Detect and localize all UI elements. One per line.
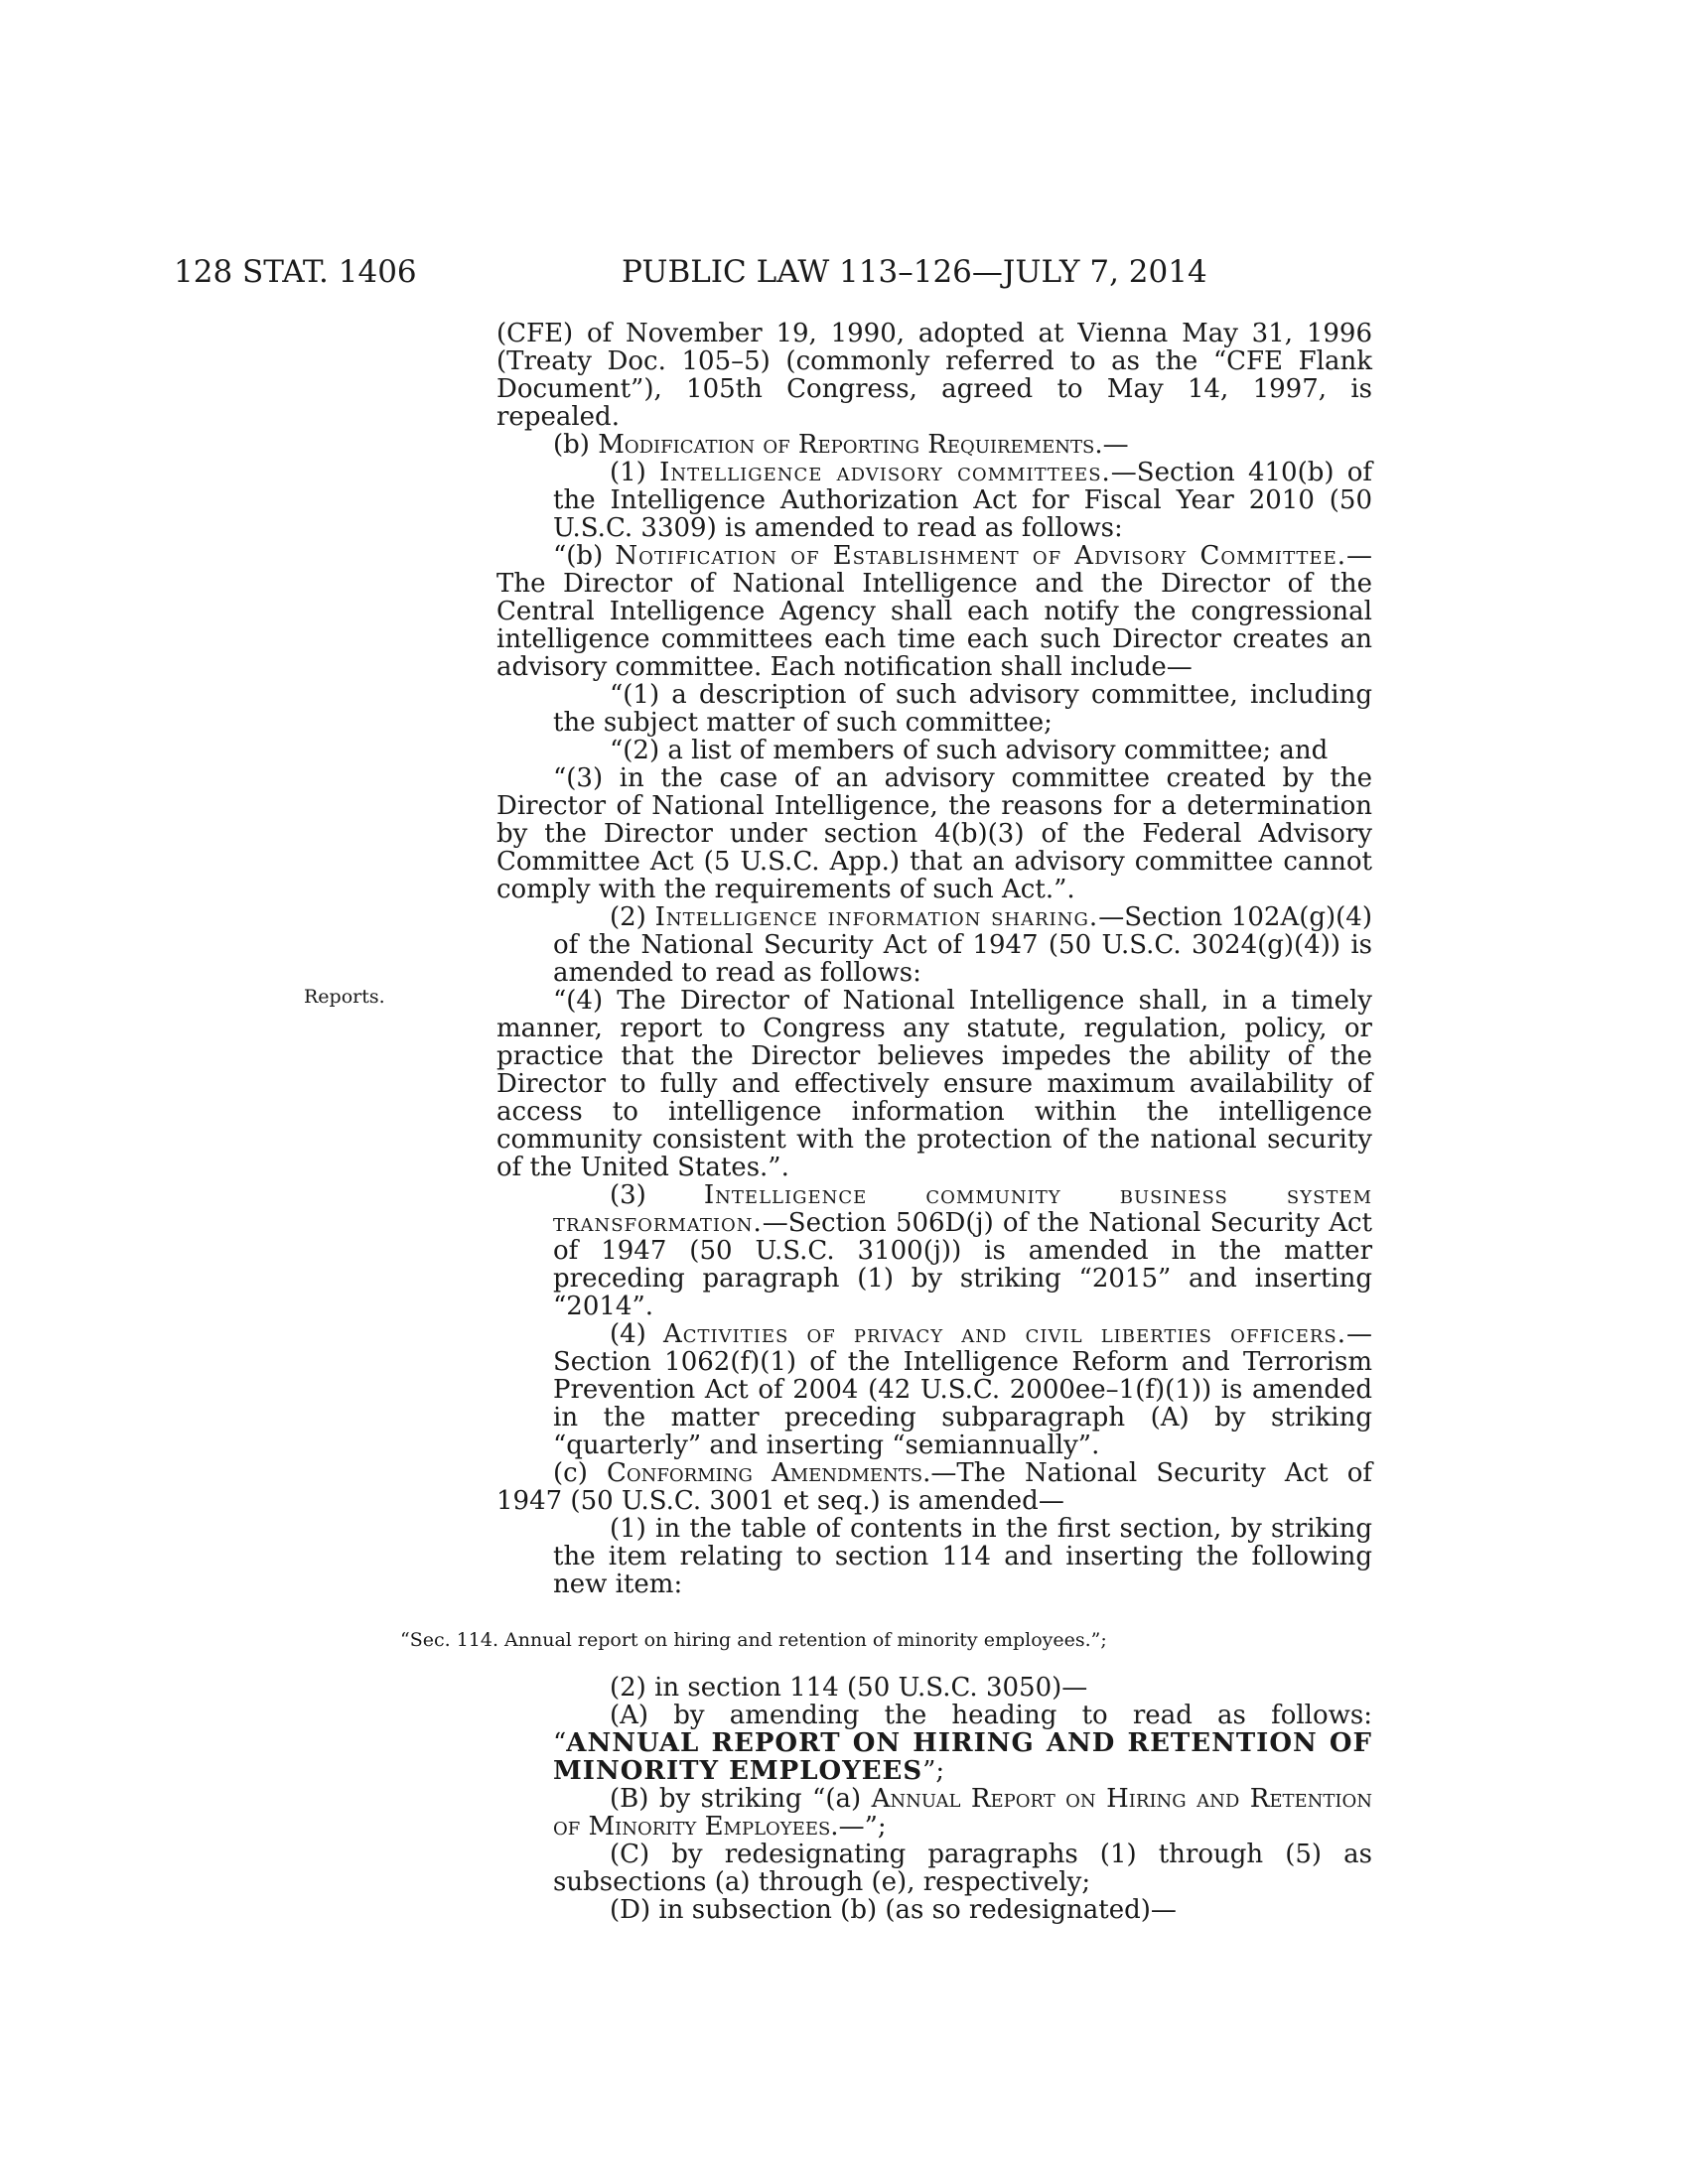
quoted-subsection-b [496, 542, 1372, 681]
subparagraph-cA [496, 1702, 1372, 1785]
paragraph-b2-prefix: (2) [610, 902, 655, 932]
quoted-b-text: —The Director of National Intelligence and the Director of the Central Intelligence Agency shall each notify the congressional intelligence committees each time each such Director creates an advisory committee. Each notification shall include— [496, 541, 1372, 682]
margin-note-reports: Reports. [304, 986, 385, 1008]
quoted-b-heading: Notification of Establishment of Advisory Committee. [615, 541, 1346, 571]
subparagraph-cB-suffix: —”; [838, 1812, 887, 1842]
quoted-item-2: “(2) a list of members of such advisory committee; and [610, 736, 1329, 765]
subsection-b-dash: — [1102, 430, 1129, 460]
paragraph-b3-text: —Section 506D(j) of the National Security Act of 1947 (50 U.S.C. 3100(j)) is amended in the matter preceding paragraph (1) by striking “2015” and inserting “2014”. [553, 1208, 1372, 1321]
paragraph-b4-text: —Section 1062(f)(1) of the Intelligence Reform and Terrorism Prevention Act of 2004 (42 U.S.C. 2000ee–1(f)(1)) is amended in the matter preceding subparagraph (A) by striking “quarterly” and inserting “semiannually”. [553, 1319, 1373, 1460]
subparagraph-cB [496, 1785, 1372, 1841]
paragraph-c1: (1) in the table of contents in the first section, by striking the item relating to section 114 and inserting the following new item: [553, 1514, 1372, 1599]
paragraph-b2-text: —Section 102A(g)(4) of the National Security Act of 1947 (50 U.S.C. 3024(g)(4)) is amended to read as follows: [553, 902, 1372, 988]
subparagraph-cB-prefix: (B) by striking “(a) [610, 1784, 872, 1814]
struck-heading: Annual Report on Hiring and Retention of Minority Employees. [553, 1784, 1372, 1842]
quoted-item-3: “(3) in the case of an advisory committee created by the Director of National Intelligence, the reasons for a determination by the Director under section 4(b)(3) of the Federal Advisory Committee Act (5 U.S.C. App.) that an advisory committee cannot comply with the requirements of such Act.”. [496, 763, 1372, 904]
subparagraph-cA-suffix: ”; [922, 1756, 945, 1786]
new-section-heading: ANNUAL REPORT ON HIRING AND RETENTION OF MINORITY EMPLOYEES [553, 1728, 1372, 1786]
quoted-item-1: “(1) a description of such advisory committee, including the subject matter of such committee; [553, 680, 1372, 738]
document-body [400, 319, 1373, 1925]
quoted-b-prefix: “(b) [553, 541, 616, 571]
paragraph-b3-prefix: (3) [610, 1180, 704, 1210]
paragraph-b4-prefix: (4) [610, 1319, 663, 1349]
paragraph-b1-text: —Section 410(b) of the Intelligence Authorization Act for Fiscal Year 2010 (50 U.S.C. 3309) is amended to read as follows: [553, 458, 1372, 543]
subsection-b-title: Modification of Reporting Requirements. [598, 430, 1103, 460]
paragraph-b1-heading: Intelligence advisory committees. [659, 458, 1111, 487]
page-header [0, 252, 1688, 292]
subparagraph-cC: (C) by redesignating paragraphs (1) through (5) as subsections (a) through (e), respectively; [553, 1840, 1372, 1897]
subparagraph-cA-prefix: (A) by amending the heading to read as follows: “ [553, 1701, 1372, 1758]
public-law-title: PUBLIC LAW 113–126—JULY 7, 2014 [622, 254, 1207, 290]
paragraph-b3 [496, 1181, 1372, 1320]
subsection-c [496, 1459, 1372, 1515]
subsection-c-text: —The National Security Act of 1947 (50 U.S.C. 3001 et seq.) is amended— [496, 1458, 1372, 1516]
paragraph-b2-heading: Intelligence information sharing. [654, 902, 1099, 932]
subparagraph-cD: (D) in subsection (b) (as so redesignated)— [610, 1895, 1177, 1925]
paragraph-b2 [496, 903, 1372, 987]
subsection-c-heading: Conforming Amendments. [606, 1458, 931, 1488]
stat-page-number: 128 STAT. 1406 [174, 254, 417, 290]
paragraph-cfe-repeal: (CFE) of November 19, 1990, adopted at Vienna May 31, 1996 (Treaty Doc. 105–5) (commonly referred to as the “CFE Flank Document”), 105th Congress, agreed to May 14, 1997, is repealed. [496, 319, 1372, 432]
paragraph-b4 [496, 1320, 1372, 1459]
table-of-contents-item: “Sec. 114. Annual report on hiring and retention of minority employees.”; [400, 1629, 1107, 1651]
paragraph-b1 [496, 459, 1372, 542]
paragraph-b3-heading: Intelligence community business system transformation. [553, 1180, 1372, 1238]
subsection-b-heading [496, 431, 1372, 459]
subsection-c-prefix: (c) [553, 1458, 607, 1488]
quoted-item-4: “(4) The Director of National Intelligence shall, in a timely manner, report to Congress any statute, regulation, policy, or practice that the Director believes impedes the ability of the Director to fully and effectively ensure maximum availability of access to intelligence information within the intelligence community consistent with the protection of the national security of the United States.”. [496, 986, 1372, 1182]
paragraph-c2: (2) in section 114 (50 U.S.C. 3050)— [610, 1673, 1088, 1703]
subsection-b-prefix: (b) [553, 430, 599, 460]
paragraph-b1-prefix: (1) [610, 458, 660, 487]
paragraph-b4-heading: Activities of privacy and civil liberties officers. [662, 1319, 1347, 1349]
